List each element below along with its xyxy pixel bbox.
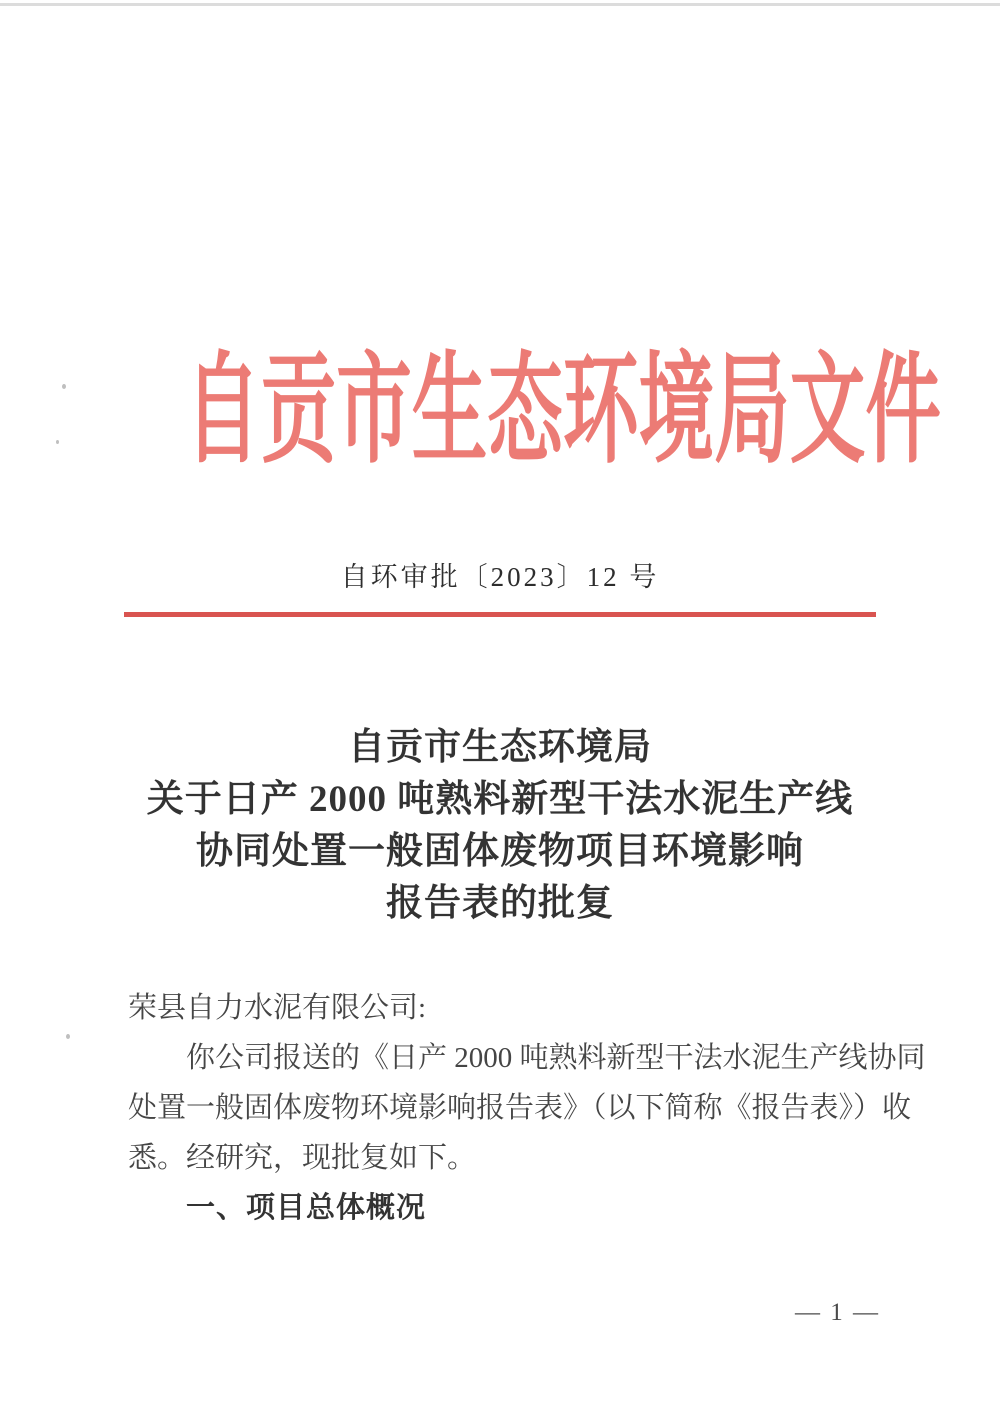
scan-artifact-top-line bbox=[0, 3, 1000, 6]
section-heading: 一、项目总体概况 bbox=[186, 1192, 427, 1224]
page-number: — 1 — bbox=[795, 1299, 880, 1326]
salutation-line: 荣县自力水泥有限公司: bbox=[128, 992, 427, 1024]
title-line-subject-1: 关于日产 2000 吨熟料新型干法水泥生产线 bbox=[146, 779, 854, 820]
title-line-approval: 报告表的批复 bbox=[386, 883, 614, 924]
document-reference-number: 自环审批〔2023〕12 号 bbox=[340, 562, 660, 592]
document-title bbox=[0, 722, 1000, 930]
document-body bbox=[128, 983, 926, 1233]
title-line-agency: 自贡市生态环境局 bbox=[348, 727, 652, 768]
body-paragraph-line: 你公司报送的《日产 2000 吨熟料新型干法水泥生产线协同 bbox=[186, 1042, 926, 1074]
agency-banner-title: 自贡市生态环境局文件 bbox=[185, 344, 941, 477]
scan-speck bbox=[66, 1034, 70, 1039]
red-divider-line bbox=[124, 612, 876, 617]
title-line-subject-2: 协同处置一般固体废物项目环境影响 bbox=[196, 831, 804, 872]
body-paragraph-line: 悉。经研究，现批复如下。 bbox=[128, 1142, 477, 1174]
body-paragraph-line: 处置一般固体废物环境影响报告表》（以下简称《报告表》）收 bbox=[128, 1092, 912, 1124]
scan-speck bbox=[62, 384, 66, 389]
scan-speck bbox=[56, 440, 59, 444]
